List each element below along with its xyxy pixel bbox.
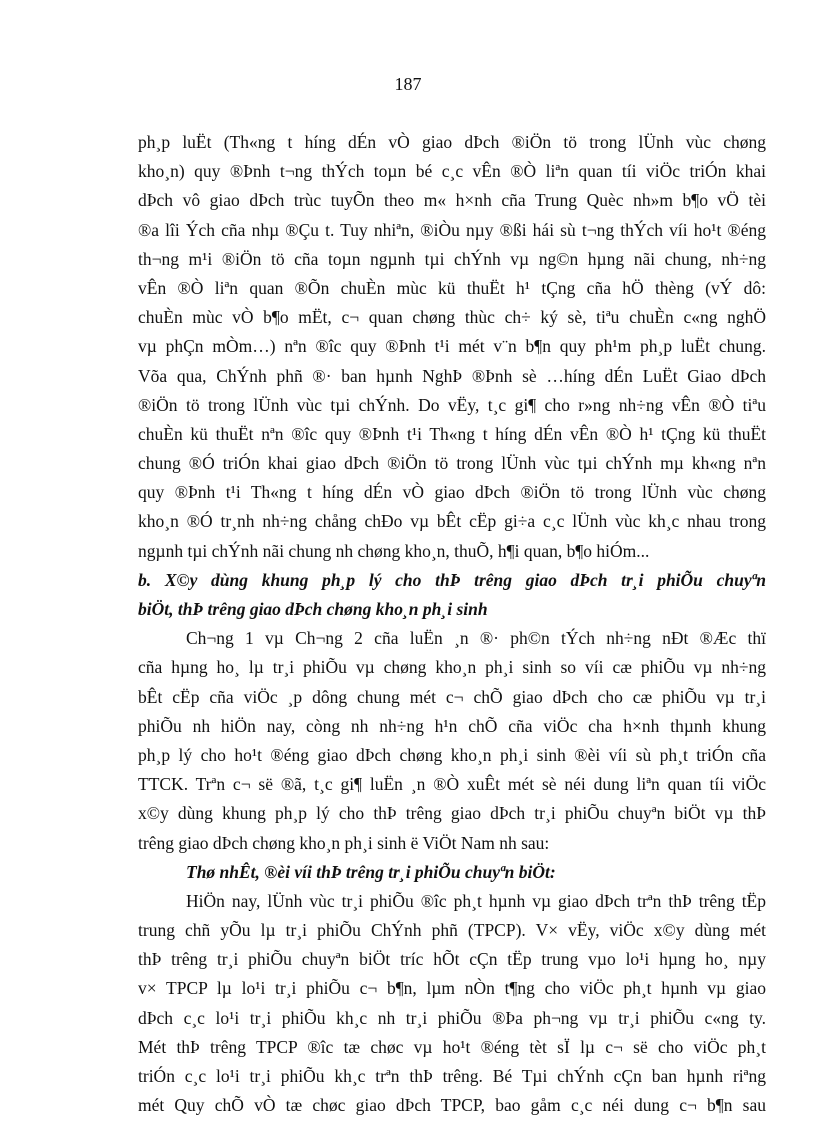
paragraph-line: kho¸n) quy ®Þnh t¬ng thÝch toµn bé c¸c vÊn ®Ò liªn quan tíi viÖc triÓn khai xyxy=(138,161,766,182)
document-body xyxy=(138,128,766,1120)
paragraph-line: ®iÖn tö trong lÜnh vùc tµi chÝnh. Do vËy, t¸c gi¶ cho r»ng nh÷ng vÊn ®Ò tiªu xyxy=(138,394,766,415)
paragraph-line: mét Quy chÕ vÒ tæ chøc giao dÞch TPCP, bao gåm c¸c néi dung c¬ b¶n sau xyxy=(138,1095,766,1116)
paragraph-line: triÓn c¸c lo¹i tr¸i phiÕu kh¸c trªn thÞ trêng. Bé Tµi chÝnh cÇn ban hµnh riªng xyxy=(138,1066,766,1086)
paragraph-line: dÞch c¸c lo¹i tr¸i phiÕu kh¸c nh tr¸i phiÕu ®Þa ph¬ng vµ tr¸i phiÕu c«ng ty. xyxy=(138,1007,766,1028)
paragraph-line: chung ®Ó triÓn khai giao dÞch ®iÖn tö trong lÜnh vùc tµi chÝnh mµ kh«ng nªn xyxy=(138,453,766,474)
paragraph-line: ph¸p luËt (Th«ng t híng dÉn vÒ giao dÞch ®iÖn tö trong lÜnh vùc chøng xyxy=(138,132,766,152)
page-number: 187 xyxy=(394,74,422,94)
paragraph-line: kho¸n ®Ó tr¸nh nh÷ng chång chÐo vµ bÊt cËp gi÷a c¸c lÜnh vùc kh¸c nhau trong xyxy=(138,511,766,532)
paragraph-line: vÊn ®Ò liªn quan ®Õn chuÈn mùc kü thuËt h¹ tÇng cña hÖ thèng (vÝ dô: xyxy=(138,277,766,298)
paragraph-line: TTCK. Trªn c¬ së ®ã, t¸c gi¶ luËn ¸n ®Ò xuÊt mét sè néi dung liªn quan tíi viÖc xyxy=(138,774,766,795)
paragraph-line: vµ phÇn mÒm…) nªn ®îc quy ®Þnh t¹i mét v¨n b¶n quy ph¹m ph¸p luËt chung. xyxy=(138,336,766,357)
paragraph-line: phiÕu nh hiÖn nay, còng nh nh÷ng h¹n chÕ cña viÖc cha h×nh thµnh khung xyxy=(138,715,766,736)
paragraph-line: thÞ trêng tr¸i phiÕu chuyªn biÖt tríc hÕt cÇn tËp trung vµo lo¹i hµng ho¸ nµy xyxy=(138,949,766,970)
paragraph-line: chuÈn mùc vÒ b¶o mËt, c¬ quan chøng thùc ch÷ ký sè, tiªu chuÈn c«ng nghÖ xyxy=(138,307,766,328)
paragraph-line: ®a lîi Ých cña nhµ ®Çu t. Tuy nhiªn, ®iÒu nµy ®ßi hái sù t¬ng thÝch víi ho¹t ®éng xyxy=(138,219,766,240)
paragraph-line: Ch¬ng 1 vµ Ch¬ng 2 cña luËn ¸n ®· ph©n tÝch nh÷ng nÐt ®Æc thï xyxy=(186,628,766,649)
paragraph-line: cña hµng ho¸ lµ tr¸i phiÕu vµ chøng kho¸n ph¸i sinh so víi cæ phiÕu vµ nh÷ng xyxy=(138,657,766,678)
paragraph-line: ph¸p lý cho ho¹t ®éng giao dÞch chøng kho¸n ph¸i sinh ®èi víi sù ph¸t triÓn cña xyxy=(138,744,766,765)
section-heading-line: b. X©y dùng khung ph¸p lý cho thÞ trêng giao dÞch tr¸i phiÕu chuyªn xyxy=(138,569,766,590)
paragraph-line: trêng giao dÞch chøng kho¸n ph¸i sinh ë ViÖt Nam nh sau: xyxy=(138,832,550,853)
paragraph-line: Võa qua, ChÝnh phñ ®· ban hµnh NghÞ ®Þnh sè …híng dÉn LuËt Giao dÞch xyxy=(138,365,766,386)
paragraph-line: quy ®Þnh t¹i Th«ng t híng dÉn vÒ giao dÞch ®iÖn tö trong lÜnh vùc chøng xyxy=(138,482,766,503)
section-heading-line: biÖt, thÞ trêng giao dÞch chøng kho¸n ph¸i sinh xyxy=(138,599,488,619)
paragraph-line: ngµnh tµi chÝnh nãi chung nh chøng kho¸n, thuÕ, h¶i quan, b¶o hiÓm... xyxy=(138,540,650,561)
paragraph-line: th¬ng m¹i ®iÖn tö cña toµn ngµnh tµi chÝnh vµ ng©n hµng nãi chung, nh÷ng xyxy=(138,248,766,269)
paragraph-line: v× TPCP lµ lo¹i tr¸i phiÕu c¬ b¶n, lµm nÒn t¶ng cho viÖc ph¸t hµnh vµ giao xyxy=(138,978,766,999)
paragraph-line: bÊt cËp cña viÖc ¸p dông chung mét c¬ chÕ giao dÞch cho cæ phiÕu vµ tr¸i xyxy=(138,686,766,707)
paragraph-line: x©y dùng khung ph¸p lý cho thÞ trêng giao dÞch tr¸i phiÕu chuyªn biÖt vµ thÞ xyxy=(138,803,766,824)
paragraph-line: trung chñ yÕu lµ tr¸i phiÕu ChÝnh phñ (TPCP). V× vËy, viÖc x©y dùng mét xyxy=(138,920,766,941)
subsection-heading-line: Thø nhÊt, ®èi víi thÞ trêng tr¸i phiÕu chuyªn biÖt: xyxy=(186,861,556,882)
paragraph-line: HiÖn nay, lÜnh vùc tr¸i phiÕu ®îc ph¸t hµnh vµ giao dÞch trªn thÞ trêng tËp xyxy=(186,890,766,911)
paragraph-line: chuÈn kü thuËt nªn ®îc quy ®Þnh t¹i Th«ng t híng dÉn vÊn ®Ò h¹ tÇng kü thuËt xyxy=(138,423,766,444)
paragraph-line: dÞch vô giao dÞch trùc tuyÕn theo m« h×nh cña Trung Quèc nh»m b¶o vÖ tèi xyxy=(138,190,766,211)
paragraph-line: Mét thÞ trêng TPCP ®îc tæ chøc vµ ho¹t ®éng tèt sÏ lµ c¬ së cho viÖc ph¸t xyxy=(138,1036,766,1057)
